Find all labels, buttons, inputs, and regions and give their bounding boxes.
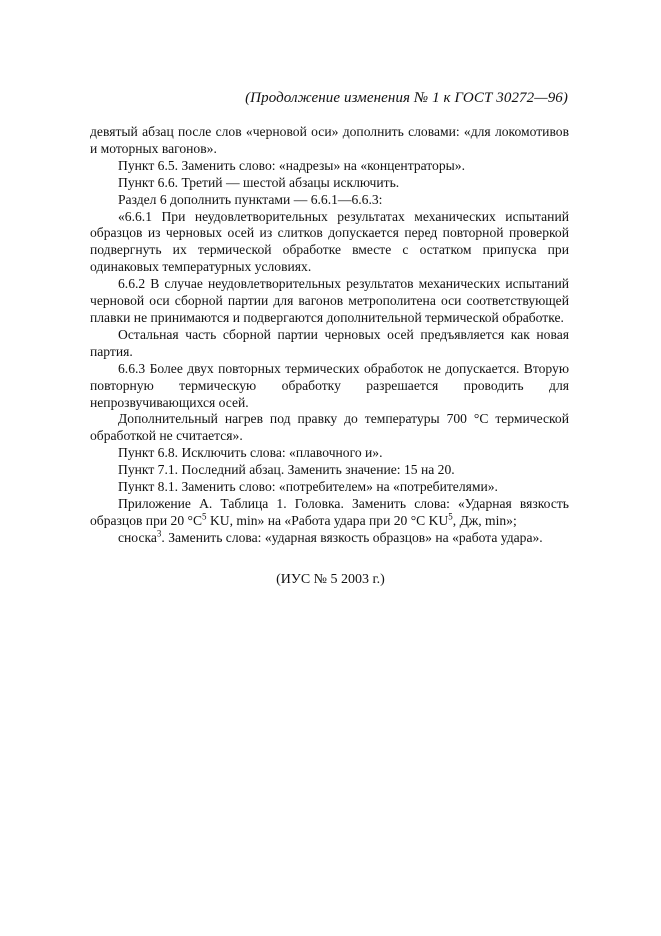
paragraph: Пункт 6.8. Исключить слова: «плавочного и». — [118, 445, 383, 461]
paragraph: Пункт 6.6. Третий — шестой абзацы исключить. — [118, 174, 400, 190]
footnote-text: . Заменить слова: «ударная вязкость образцов» на «работа удара». — [161, 529, 543, 545]
paragraph: Остальная часть сборной партии черновых осей предъявляется как новая партия. — [90, 326, 569, 359]
appendix-paragraph — [90, 496, 569, 530]
paragraph: 6.6.3 Более двух повторных термических обработок не допускается. Вторую повторную термическую обработку разрешается проводить для непрозвучивающихся осей. — [90, 360, 569, 410]
appendix-text: Приложение А. Таблица 1. Головка. Заменить слова: «Ударная вязкость образцов при 20 °С — [90, 495, 569, 528]
appendix-text: KU, min» на «Работа удара при 20 °С KU — [206, 512, 449, 528]
paragraph: Пункт 7.1. Последний абзац. Заменить значение: 15 на 20. — [118, 462, 455, 478]
document-header: (Продолжение изменения № 1 к ГОСТ 30272—96) — [245, 90, 568, 106]
paragraph: девятый абзац после слов «черновой оси» дополнить словами: «для локомотивов и моторных вагонов». — [90, 124, 569, 156]
appendix-superscript: 5 — [202, 511, 207, 522]
document-body — [90, 124, 569, 547]
footnote-paragraph — [90, 530, 569, 547]
appendix-superscript: 5 — [448, 511, 453, 522]
paragraph: 6.6.2 В случае неудовлетворительных результатов механических испытаний черновой оси сборной партии для вагонов метрополитена оси соответствующей плавки не принимаются и подвергаются дополнительной термической обработке. — [90, 276, 569, 325]
footnote-superscript: 3 — [156, 528, 162, 539]
footnote-text: сноска — [118, 529, 157, 545]
paragraph: Раздел 6 дополнить пунктами — 6.6.1—6.6.3: — [118, 191, 383, 207]
paragraph: Дополнительный нагрев под правку до температуры 700 °С термической обработкой не считается». — [90, 411, 569, 444]
document-footer: (ИУС № 5 2003 г.) — [276, 572, 385, 587]
paragraph: Пункт 8.1. Заменить слово: «потребителем» на «потребителями». — [118, 479, 498, 495]
paragraph: Пункт 6.5. Заменить слово: «надрезы» на «концентраторы». — [118, 157, 465, 173]
appendix-text: , Дж, min»; — [452, 512, 517, 528]
paragraph: «6.6.1 При неудовлетворительных результатах механических испытаний образцов из черновых осей из слитков допускается перед повторной проверкой подвергнуть их термической обработке вместе с остатком припуска при одинаковых температурных условиях. — [90, 208, 569, 275]
